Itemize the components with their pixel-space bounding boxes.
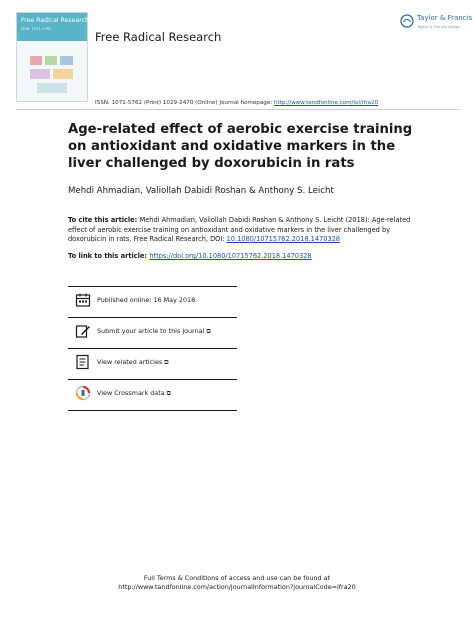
cover-band xyxy=(17,13,87,41)
cover-subtitle: ISSN: 1071-5762 xyxy=(21,27,52,31)
related-articles-link[interactable] xyxy=(97,358,169,367)
footer-terms: Full Terms & Conditions of access and use can be found at xyxy=(143,574,331,582)
external-link-icon: ⧉ xyxy=(206,328,211,335)
article-authors: Mehdi Ahmadian, Valiollah Dabidi Roshan & Anthony S. Leicht xyxy=(68,186,334,196)
article-doi-link[interactable]: https://doi.org/10.1080/10715762.2018.1470328 xyxy=(149,252,312,260)
submit-article-link[interactable] xyxy=(97,327,211,336)
publisher-logo[interactable] xyxy=(400,12,473,34)
article-link-line xyxy=(68,252,312,260)
crossmark-text: View Crossmark data xyxy=(97,389,165,397)
cover-illustration xyxy=(29,55,75,95)
issn-text: ISSN: 1071-5762 (Print) 1029-2470 (Online) Journal homepage: xyxy=(95,100,274,106)
external-link-icon: ⧉ xyxy=(164,359,169,366)
external-link-icon: ⧉ xyxy=(166,390,171,397)
footer-terms-url[interactable]: http://www.tandfonline.com/action/journalInformation?journalCode=ifra20 xyxy=(118,583,356,591)
publisher-logo-icon xyxy=(400,14,414,28)
header-divider xyxy=(16,109,460,110)
action-divider xyxy=(68,379,237,380)
publisher-logo-subtext: Taylor & Francis Group xyxy=(417,24,460,29)
citation-doi-link[interactable]: 10.1080/10715762.2018.1470328 xyxy=(226,235,340,244)
crossmark-icon xyxy=(75,385,91,401)
cover-title: Free Radical Research xyxy=(21,17,89,24)
action-divider xyxy=(68,348,237,349)
journal-name[interactable]: Free Radical Research xyxy=(95,30,222,44)
citation-text: Mehdi Ahmadian, Valiollah Dabidi Roshan & Anthony S. Leicht (2018): Age-related effect of aerobic exercise training on antioxidant and oxidative markers in the liver challenged by doxorubicin in rats, Free Radical Research, DOI: xyxy=(68,216,411,244)
edit-icon xyxy=(75,323,91,339)
publisher-logo-text: Taylor & Francis xyxy=(417,14,473,22)
published-online-label: Published online: 16 May 2018. xyxy=(97,296,198,304)
issn-line xyxy=(95,100,378,106)
link-label: To link to this article: xyxy=(68,252,150,260)
citation-label: To cite this article: xyxy=(68,216,140,224)
citation-block xyxy=(68,216,428,245)
submit-article-text: Submit your article to this journal xyxy=(97,327,205,335)
footer xyxy=(0,574,474,592)
article-title: Age-related effect of aerobic exercise training on antioxidant and oxidative markers in the liver challenged by doxorubicin in rats xyxy=(68,122,413,171)
action-divider xyxy=(68,317,237,318)
journal-cover xyxy=(16,12,88,102)
crossmark-link[interactable] xyxy=(97,389,171,398)
journal-homepage-link[interactable]: http://www.tandfonline.com/loi/ifra20 xyxy=(273,100,379,106)
action-divider xyxy=(68,410,237,411)
document-icon xyxy=(75,354,91,370)
related-articles-text: View related articles xyxy=(97,358,163,366)
calendar-icon xyxy=(75,292,91,308)
action-divider xyxy=(68,286,237,287)
